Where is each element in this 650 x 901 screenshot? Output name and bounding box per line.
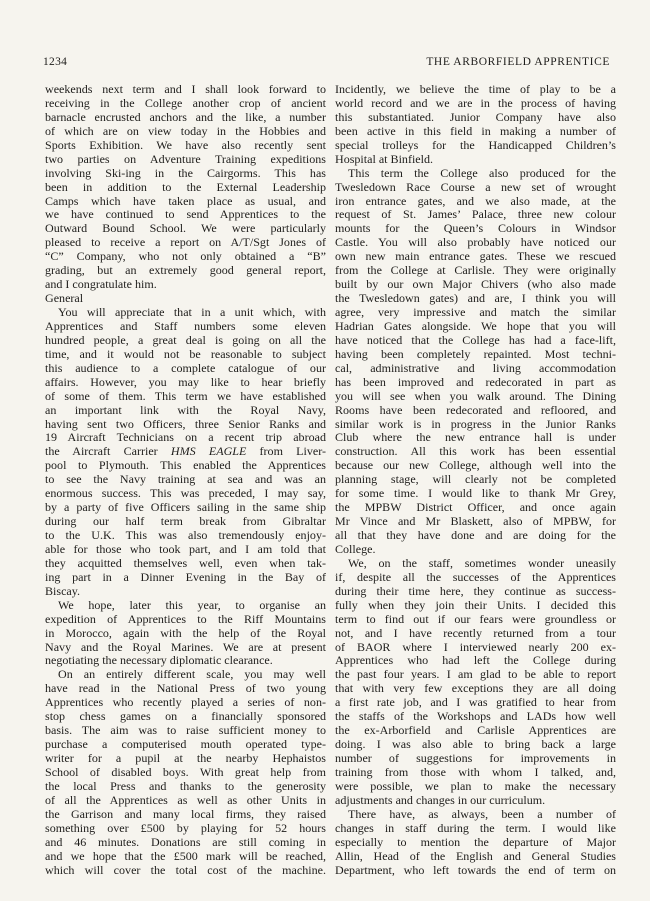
text-line: during their time here, they continue as success-: [335, 584, 616, 598]
text-line: because our new College, although well into the: [335, 459, 616, 473]
text-line: agree, very impressive and match the similar: [335, 306, 616, 319]
text-line: College.: [335, 542, 376, 556]
text-line: of some of them. This term we have established: [45, 389, 326, 403]
text-line: Twesledown Race Course a new set of wrought: [335, 180, 616, 194]
text-line: involving Ski-ing in the Cairgorms. This has: [45, 166, 326, 180]
text-line: adjustments and changes in our curriculum.: [335, 793, 546, 807]
text-line: negotiating the necessary diplomatic clearance.: [45, 654, 273, 668]
text-line: basis. The aim was to raise sufficient money to: [45, 724, 326, 738]
text-line: especially to mention the departure of Major: [335, 835, 616, 849]
text-line: Incidently, we believe the time of play to be a: [335, 83, 616, 96]
text-line: this audience to a complete catalogue of our: [45, 361, 326, 375]
text-line: if, despite all the successes of the Apprentices: [335, 570, 616, 584]
text-line: number of suggestions for improvements in: [335, 752, 616, 765]
text-line: having sent two Officers, three Senior Ranks and: [45, 417, 326, 431]
text-line: Apprentices who recently played a series of non-: [45, 696, 326, 710]
text-line: Allin, Head of the English and General Studies: [335, 849, 616, 863]
text-line: having been completely repainted. Most techni-: [335, 347, 616, 361]
text-line: changes in staff during the term. I would like: [335, 821, 616, 835]
text-line: been active in this field in making a number of: [335, 124, 616, 138]
text-line: you will see when you walk around. The Dining: [335, 389, 616, 403]
text-line: barnacle encrusted anchors and the like, a number: [45, 110, 326, 124]
text-line: “C” Company, who not only obtained a “B”: [45, 250, 326, 264]
text-line: which will cover the total cost of the machine.: [45, 863, 326, 877]
text-line: the Garrison and many local firms, they raised: [45, 807, 326, 821]
text-line: There have, as always, been a number of: [348, 807, 616, 821]
text-line: pool to Plymouth. This enabled the Apprentices: [45, 459, 326, 473]
text-line: planning stage, will clearly not be completed: [335, 473, 616, 487]
text-line: for some time. I would like to thank Mr Grey,: [335, 487, 616, 501]
text-line: special trolleys for the Handicapped Children’s: [335, 138, 616, 152]
text-line: Outward Bound School. We were particularly: [45, 222, 326, 236]
text-line: the past four years. I am glad to be able to report: [335, 668, 616, 682]
text-line: hundred people, a great deal is going on all the: [45, 333, 326, 347]
text-line: the ex-Arborfield and Carlisle Apprentices are: [335, 724, 616, 738]
text-line: have read in the National Press of two young: [45, 682, 326, 696]
text-line: and we hope that the £500 mark will be reached,: [45, 849, 326, 863]
text-line: ing part in a Dinner Evening in the Bay of: [45, 570, 326, 584]
text-line: Navy and the Royal Marines. We are at present: [45, 640, 326, 654]
running-head: THE ARBORFIELD APPRENTICE: [426, 56, 610, 68]
text-line: the Aircraft Carrier HMS EAGLE from Liver-: [45, 445, 326, 459]
text-line: an important link with the Royal Navy,: [45, 403, 326, 417]
right-text-column: [335, 83, 616, 877]
ship-name: HMS EAGLE: [170, 445, 247, 459]
page-number: 1234: [43, 56, 68, 68]
text-line: Hospital at Binfield.: [335, 152, 434, 166]
left-text-column: [45, 83, 326, 877]
text-line: world record and we are in the process of having: [335, 96, 616, 110]
text-line: Sports Exhibition. We have also recently sent: [45, 138, 326, 152]
text-line: School of disabled boys. With great help from: [45, 765, 326, 779]
text-line: we have continued to send Apprentices to the: [45, 208, 326, 222]
text-line: Club where the new entrance hall is under: [335, 431, 616, 445]
text-line: iron entrance gates, and we also made, at the: [335, 194, 616, 208]
text-line: have noticed that the College has had a face-lift,: [335, 333, 616, 347]
text-line: training from those with whom I talked, and,: [335, 765, 616, 779]
text-line: that with very few exceptions they are all doing: [335, 682, 616, 696]
text-line: Castle. You will also probably have noticed our: [335, 236, 616, 250]
text-line: not, and I have recently returned from a tour: [335, 626, 616, 640]
text-line: Camps which have taken place as usual, and: [45, 194, 326, 208]
page-header: [43, 56, 610, 70]
text-line: a first rate job, and I was gratified to hear from: [335, 696, 616, 710]
text-line: construction. All this work has been essential: [335, 445, 616, 459]
text-line: time, and it would not be reasonable to subject: [45, 347, 326, 361]
text-line: doing. I was also able to bring back a large: [335, 738, 616, 752]
text-line: Hadrian Gates alongside. We hope that you will: [335, 319, 616, 333]
text-line: to see the Navy training at sea and was an: [45, 473, 326, 487]
text-line: Apprentices and Staff numbers some eleven: [45, 319, 326, 333]
text-line: This term the College also produced for the: [348, 166, 616, 180]
text-line: Biscay.: [45, 584, 81, 598]
text-line: We, on the staff, sometimes wonder uneasily: [348, 556, 616, 570]
text-line: pleased to receive a report on A/T/Sgt Jones of: [45, 236, 326, 250]
text-line: enormous success. This was preceded, I may say,: [45, 487, 326, 501]
text-line: purchase a computerised mouth operated type-: [45, 738, 326, 752]
text-line: own new main entrance gates. These we rescued: [335, 250, 616, 264]
text-line: request of St. James’ Palace, three new colour: [335, 208, 616, 222]
text-line: term to find out if our fears were groundless or: [335, 612, 616, 626]
text-line: has been improved and redecorated in part as: [335, 375, 616, 389]
text-line: able for those who took part, and I am told that: [45, 542, 326, 556]
text-line: during our half term break from Gibraltar: [45, 515, 326, 529]
text-line: weekends next term and I shall look forward to: [45, 83, 326, 96]
text-line: writer for a pupil at the nearby Hephaistos: [45, 752, 326, 765]
text-line: stop chess games on a financially sponsored: [45, 710, 326, 724]
text-line: they acquitted themselves well, even when tak-: [45, 556, 326, 570]
text-line: to the U.K. This was also tremendously enjoy-: [45, 529, 326, 542]
text-line: receiving in the College another crop of ancient: [45, 96, 326, 110]
text-line: cal, administrative and living accommodation: [335, 361, 616, 375]
section-heading: General: [45, 292, 84, 306]
text-line: expedition of Apprentices to the Riff Mountains: [45, 612, 326, 626]
text-line: the Twesledown gates) and are, I think you will: [335, 292, 616, 306]
text-line: the staffs of the Workshops and LADs how well: [335, 710, 616, 724]
text-line: mounts for the Queen’s Colours in Windsor: [335, 222, 616, 236]
text-line: all that they have done and are doing for the: [335, 529, 616, 542]
text-line: this substantiated. Junior Company have also: [335, 110, 616, 124]
text-line: from the College at Carlisle. They were originally: [335, 264, 616, 278]
text-line: been in addition to the External Leadership: [45, 180, 326, 194]
text-line: affairs. However, you may like to hear briefly: [45, 375, 326, 389]
text-line: of which are on view today in the Hobbies and: [45, 124, 326, 138]
text-line: fully when they join their Units. I decided this: [335, 598, 616, 612]
text-line: in Morocco, again with the help of the Royal: [45, 626, 326, 640]
text-line: were possible, we plan to make the necessary: [335, 779, 616, 793]
text-line: On an entirely different scale, you may well: [58, 668, 326, 682]
text-line: similar work is in progress in the Junior Ranks: [335, 417, 616, 431]
text-line: two parties on Adventure Training expeditions: [45, 152, 326, 166]
text-line: by a party of five Officers sailing in the same ship: [45, 501, 326, 515]
text-line: Apprentices who had left the College during: [335, 654, 616, 668]
text-line: the local Press and thanks to the generosity: [45, 779, 326, 793]
text-line: grading, but an extremely good general report,: [45, 264, 326, 278]
text-line: We hope, later this year, to organise an: [58, 598, 326, 612]
text-line: of all the Apprentices as well as other Units in: [45, 793, 326, 807]
text-line: Rooms have been redecorated and refloored, and: [335, 403, 616, 417]
text-line: built by our own Major Chivers (who also made: [335, 278, 616, 292]
text-line: 19 Aircraft Technicians on a recent trip abroad: [45, 431, 326, 445]
text-line: Department, who left towards the end of term on: [335, 863, 616, 877]
text-line: something over £500 by playing for 52 hours: [45, 821, 326, 835]
text-line: and I congratulate him.: [45, 278, 157, 292]
text-line: and 46 minutes. Donations are still coming in: [45, 835, 326, 849]
text-line: Mr Vince and Mr Blaskett, also of MPBW, for: [335, 515, 616, 529]
text-line: You will appreciate that in a unit which, with: [58, 306, 326, 319]
text-line: of BAOR where I interviewed nearly 200 ex-: [335, 640, 616, 654]
text-line: the MPBW District Officer, and once again: [335, 501, 616, 515]
